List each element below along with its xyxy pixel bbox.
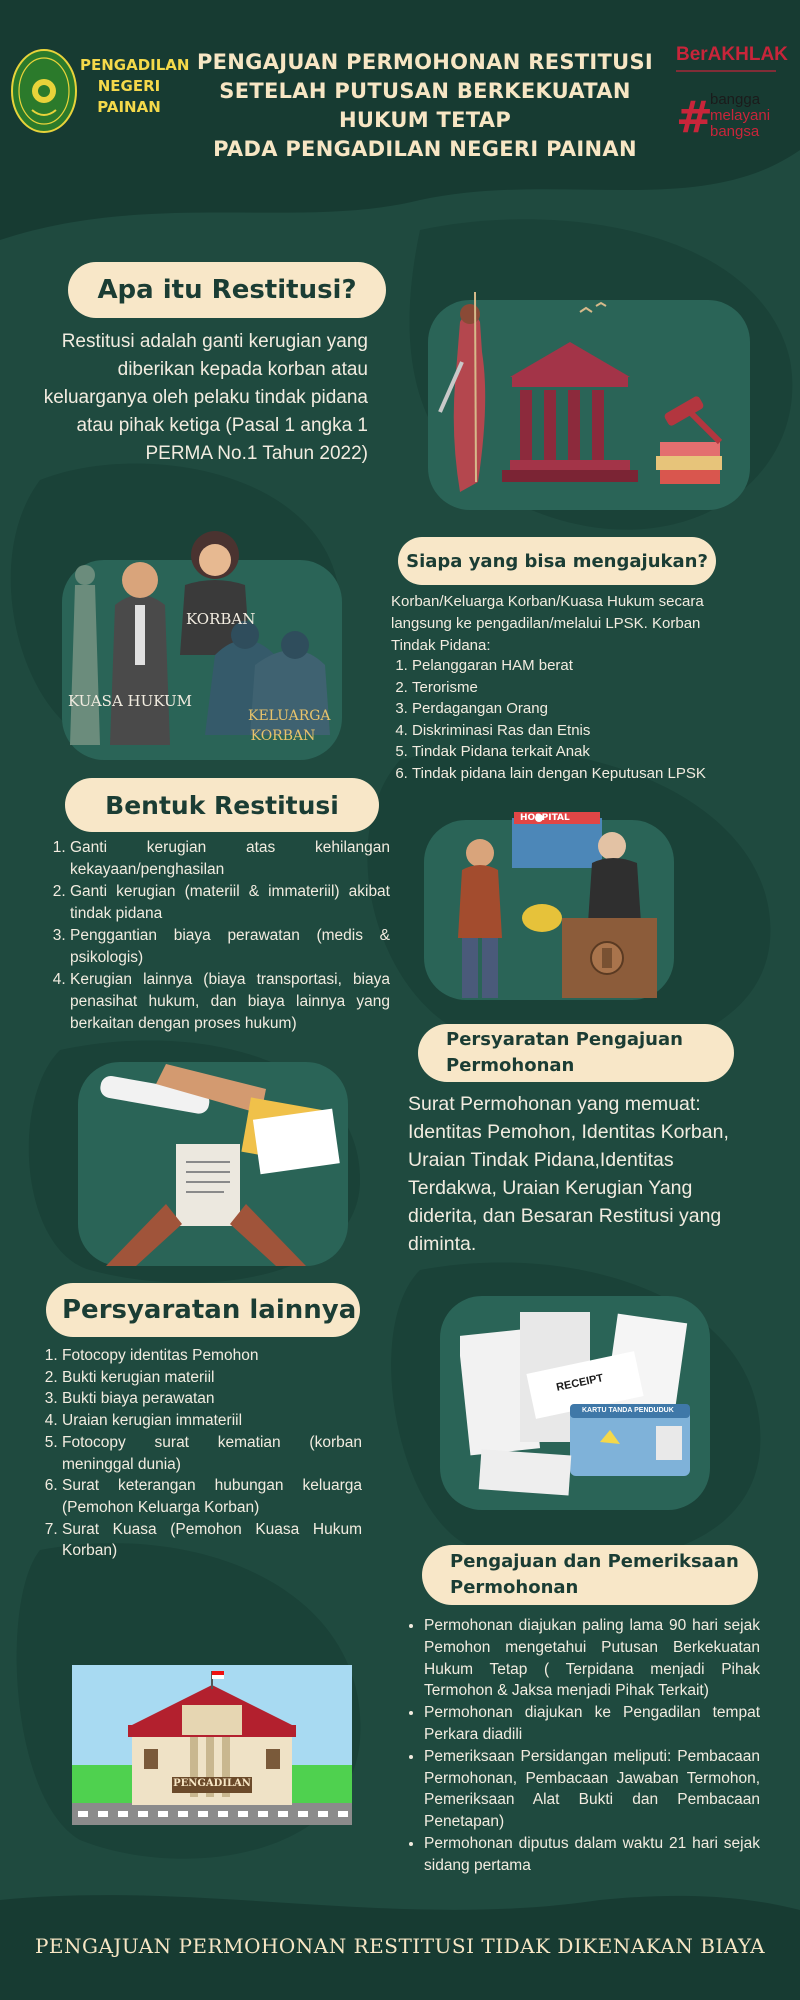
kuasa-hukum-label: KUASA HUKUM xyxy=(68,692,192,710)
compensation-illustration xyxy=(452,808,662,1008)
receipt-label: RECEIPT xyxy=(555,1372,605,1394)
keluarga-korban-label: KELUARGA KORBAN xyxy=(248,708,331,744)
title-line-2: SETELAH PUTUSAN BERKEKUATAN xyxy=(219,79,631,103)
title-line-1: PENGAJUAN PERMOHONAN RESTITUSI xyxy=(196,50,654,74)
restitution-forms-heading: Bentuk Restitusi xyxy=(65,778,379,832)
what-is-restitution-heading: Apa itu Restitusi? xyxy=(68,262,386,318)
application-requirements-heading: Persyaratan Pengajuan Permohonan xyxy=(418,1024,734,1082)
list-item: • Pemeriksaan Persidangan meliputi: Pembacaan Permohonan, Pembacaan Jawaban Termohon, Pemeriksaan Alat Bukti dan Pembacaan Penetapan) xyxy=(424,1746,760,1833)
list-item: 4. Kerugian lainnya (biaya transportasi, biaya penasihat hukum, dan biaya lainnya yang berkaitan dengan proses hukum) xyxy=(70,969,390,1035)
list-item: 6. Tindak pidana lain dengan Keputusan LPSK xyxy=(412,763,740,785)
title-line-3: HUKUM TETAP xyxy=(338,108,512,132)
list-item: 3. Penggantian biaya perawatan (medis & psikologis) xyxy=(70,925,390,969)
list-item: 3. Bukti biaya perawatan xyxy=(62,1388,362,1410)
hospital-sign: HOSPITAL xyxy=(520,813,570,823)
court-name: PENGADILAN NEGERI PAINAN xyxy=(80,56,190,116)
justice-courthouse-illustration xyxy=(420,282,750,517)
other-requirements-heading: Persyaratan lainnya xyxy=(46,1283,360,1337)
hashtag-icon: # xyxy=(676,92,713,143)
other-requirements-list xyxy=(44,1345,362,1562)
submission-examination-list xyxy=(406,1615,760,1877)
korban-label: KORBAN xyxy=(186,610,256,628)
list-item: 7. Surat Kuasa (Pemohon Kuasa Hukum Korban) xyxy=(62,1519,362,1562)
list-item: 2. Ganti kerugian (materiil & immateriil) akibat tindak pidana xyxy=(70,881,390,925)
who-can-apply-heading: Siapa yang bisa mengajukan? xyxy=(398,537,716,585)
crime-types-list xyxy=(394,655,740,784)
bangga-logo-line-3: bangsa xyxy=(710,123,760,140)
restitution-forms-list xyxy=(52,837,390,1035)
bangga-logo-line-2: melayani xyxy=(710,107,771,124)
list-item: 4. Uraian kerugian immateriil xyxy=(62,1410,362,1432)
list-item: • Permohonan diputus dalam waktu 21 hari sejak sidang pertama xyxy=(424,1833,760,1877)
list-item: 2. Bukti kerugian materiil xyxy=(62,1367,362,1389)
application-requirements-text: Surat Permohonan yang memuat: Identitas Pemohon, Identitas Korban, Uraian Tindak Pidana,Identitas Terdakwa, Uraian Kerugian Yang diderita, dan Besaran Restitusi yang diminta. xyxy=(408,1093,729,1255)
documents-signing-illustration xyxy=(96,1044,352,1266)
list-item: 2. Terorisme xyxy=(412,677,740,699)
footer-note: PENGAJUAN PERMOHONAN RESTITUSI TIDAK DIKENAKAN BIAYA xyxy=(34,1934,766,1958)
pengadilan-sign: PENGADILAN xyxy=(173,1778,251,1789)
bangga-logo-line-1: bangga xyxy=(710,91,761,108)
list-item: 3. Perdagangan Orang xyxy=(412,698,740,720)
court-seal-logo xyxy=(10,48,78,134)
list-item: 1. Fotocopy identitas Pemohon xyxy=(62,1345,362,1367)
berakhlak-logo-text: BerAKHLAK xyxy=(676,44,788,65)
title-line-4: PADA PENGADILAN NEGERI PAINAN xyxy=(213,137,637,161)
list-item: • Permohonan diajukan paling lama 90 hari sejak Pemohon mengetahui Putusan Berkekuatan Hukum Tetap ( Terpidana menjadi Pihak Termohon & Jaksa menjadi Pihak Terkait) xyxy=(424,1615,760,1702)
page-title xyxy=(190,48,660,164)
bangga-melayani-bangsa-logo xyxy=(676,92,794,148)
berakhlak-logo xyxy=(676,44,794,84)
what-is-restitution-text: Restitusi adalah ganti kerugian yang diberikan kepada korban atau keluarganya oleh pelaku tindak pidana atau pihak ketiga (Pasal 1 angka 1 PERMA No.1 Tahun 2022) xyxy=(43,331,368,464)
list-item: • Permohonan diajukan ke Pengadilan tempat Perkara diadili xyxy=(424,1702,760,1746)
list-item: 4. Diskriminasi Ras dan Etnis xyxy=(412,720,740,742)
list-item: 5. Fotocopy surat kematian (korban meninggal dunia) xyxy=(62,1432,362,1475)
submission-examination-heading: Pengajuan dan Pemeriksaan Permohonan xyxy=(422,1545,758,1605)
who-can-apply-intro: Korban/Keluarga Korban/Kuasa Hukum secara langsung ke pengadilan/melalui LPSK. Korban Tindak Pidana: xyxy=(391,593,704,654)
list-item: 6. Surat keterangan hubungan keluarga (Pemohon Keluarga Korban) xyxy=(62,1475,362,1518)
courthouse-building-illustration xyxy=(72,1665,352,1825)
list-item: 1. Pelanggaran HAM berat xyxy=(412,655,740,677)
list-item: 5. Tindak Pidana terkait Anak xyxy=(412,741,740,763)
id-card-label: KARTU TANDA PENDUDUK xyxy=(582,1407,674,1414)
list-item: 1. Ganti kerugian atas kehilangan kekayaan/penghasilan xyxy=(70,837,390,881)
